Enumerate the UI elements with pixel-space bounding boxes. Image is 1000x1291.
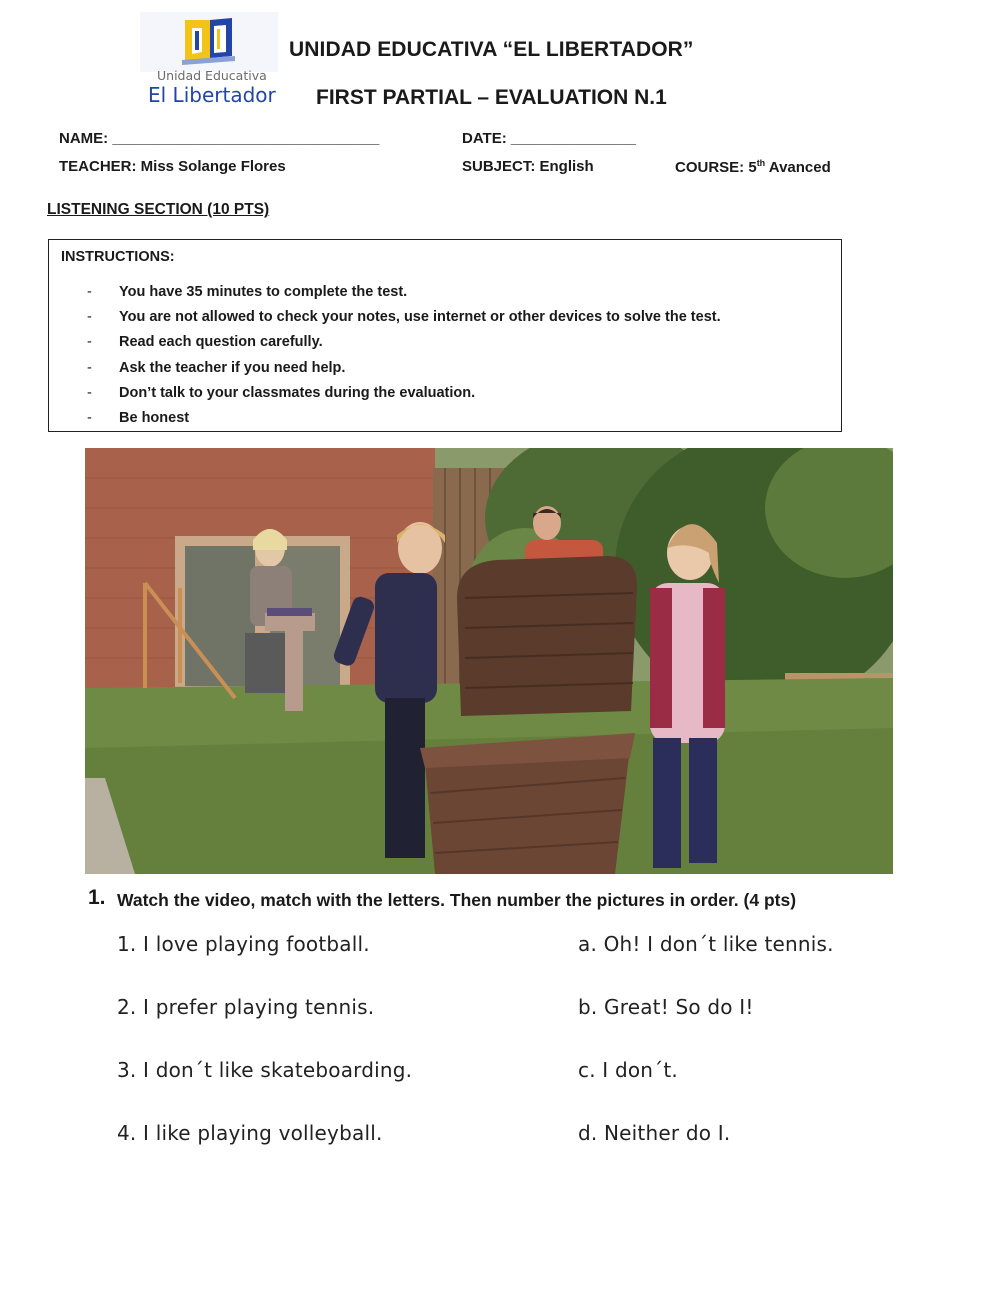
instruction-text: You have 35 minutes to complete the test. bbox=[119, 284, 408, 300]
question-number: 1. bbox=[88, 886, 106, 909]
question-text: Watch the video, match with the letters. Then number the pictures in order. (4 pts) bbox=[117, 890, 797, 910]
section-title: LISTENING SECTION (10 PTS) bbox=[47, 201, 270, 218]
bullet-dash: - bbox=[87, 359, 92, 376]
school-title: UNIDAD EDUCATIVA “EL LIBERTADOR” bbox=[289, 38, 694, 61]
logo-subtitle: Unidad Educativa bbox=[157, 68, 267, 83]
instruction-text: You are not allowed to check your notes, use internet or other devices to solve the test. bbox=[119, 309, 721, 326]
statement-item[interactable]: 1. I love playing football. bbox=[117, 932, 370, 956]
course-label bbox=[675, 158, 831, 176]
instruction-text: Ask the teacher if you need help. bbox=[119, 359, 346, 376]
bullet-dash: - bbox=[87, 334, 92, 351]
video-still[interactable] bbox=[85, 448, 893, 874]
teacher-label: TEACHER: Miss Solange Flores bbox=[59, 158, 286, 175]
statement-item[interactable]: 3. I don´t like skateboarding. bbox=[117, 1058, 413, 1082]
response-item[interactable]: a. Oh! I don´t like tennis. bbox=[578, 932, 834, 956]
subject-label: SUBJECT: English bbox=[462, 158, 594, 175]
logo-emblem-icon bbox=[140, 12, 278, 72]
date-field[interactable]: DATE: _______________ bbox=[462, 130, 637, 147]
instruction-text: Be honest bbox=[119, 409, 190, 426]
instruction-text: Read each question carefully. bbox=[119, 334, 323, 351]
bullet-dash: - bbox=[87, 409, 92, 426]
course-superscript: th bbox=[756, 158, 766, 168]
response-item[interactable]: d. Neither do I. bbox=[578, 1121, 731, 1145]
response-item[interactable]: b. Great! So do I! bbox=[578, 995, 754, 1019]
exam-title: FIRST PARTIAL – EVALUATION N.1 bbox=[316, 86, 667, 109]
bullet-dash: - bbox=[87, 284, 92, 300]
statement-item[interactable]: 4. I like playing volleyball. bbox=[117, 1121, 383, 1145]
instruction-text: Don’t talk to your classmates during the evaluation. bbox=[119, 384, 476, 401]
response-item[interactable]: c. I don´t. bbox=[578, 1058, 678, 1082]
bullet-dash: - bbox=[87, 384, 92, 401]
name-field[interactable]: NAME: ________________________________ bbox=[59, 130, 380, 147]
course-suffix: Avanced bbox=[765, 159, 831, 176]
logo-name: El Libertador bbox=[148, 83, 276, 107]
instructions-box bbox=[48, 239, 842, 432]
bullet-dash: - bbox=[87, 309, 92, 326]
statement-item[interactable]: 2. I prefer playing tennis. bbox=[117, 995, 375, 1019]
course-prefix: COURSE: 5 bbox=[675, 159, 757, 176]
instructions-title: INSTRUCTIONS: bbox=[61, 249, 175, 265]
